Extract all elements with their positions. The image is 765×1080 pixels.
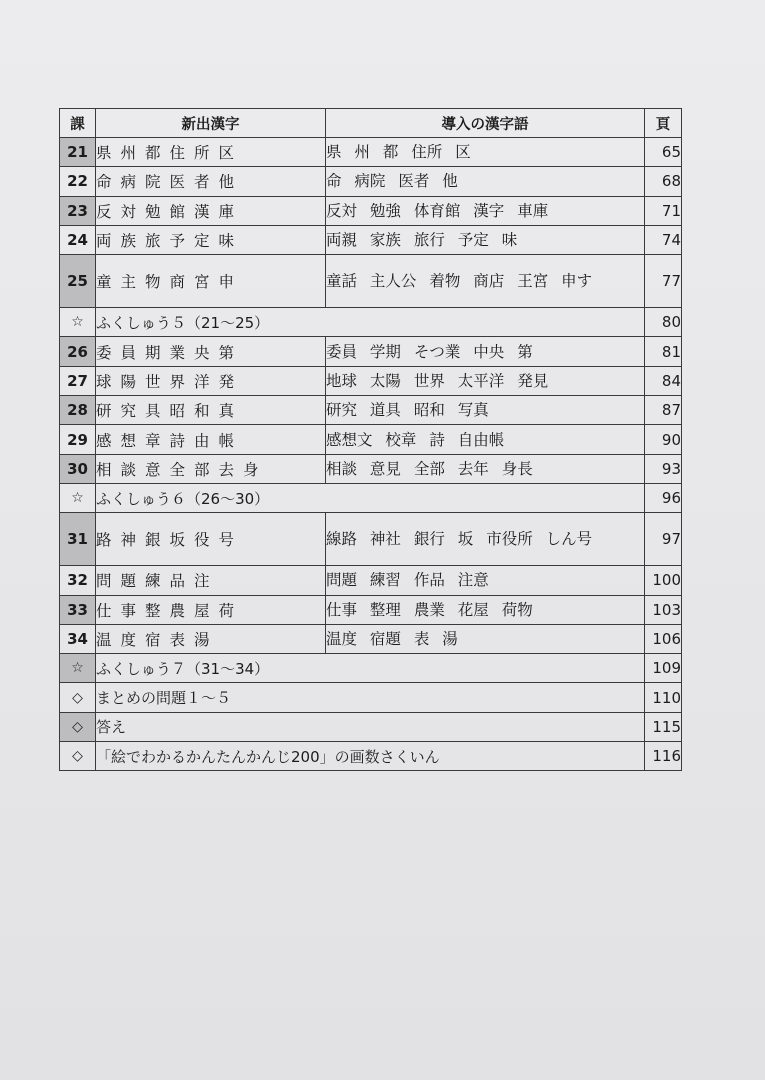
table-row <box>60 483 682 512</box>
table-of-contents <box>59 108 682 771</box>
page-number: 65 <box>645 138 682 167</box>
lesson-number: ◇ <box>60 712 96 741</box>
new-kanji-cell: 命病院医者他 <box>96 167 326 196</box>
page-number: 106 <box>645 624 682 653</box>
page-number: 77 <box>645 255 682 308</box>
new-kanji-cell: 仕事整農屋荷 <box>96 595 326 624</box>
table-row <box>60 138 682 167</box>
lesson-number: 25 <box>60 255 96 308</box>
new-kanji-cell: 温度宿表湯 <box>96 624 326 653</box>
lesson-number: 32 <box>60 566 96 595</box>
intro-words-cell: 仕事 整理 農業 花屋 荷物 <box>326 595 645 624</box>
intro-words-cell: 反対 勉強 体育館 漢字 車庫 <box>326 196 645 225</box>
table-row <box>60 513 682 566</box>
table-row <box>60 654 682 683</box>
page-number: 115 <box>645 712 682 741</box>
section-title: ふくしゅう５（21～25） <box>96 308 645 337</box>
intro-words-cell: 相談 意見 全部 去年 身長 <box>326 454 645 483</box>
table-row <box>60 366 682 395</box>
page-number: 81 <box>645 337 682 366</box>
table-row <box>60 712 682 741</box>
new-kanji-cell: 委員期業央第 <box>96 337 326 366</box>
lesson-number: 23 <box>60 196 96 225</box>
new-kanji-cell: 球陽世界洋発 <box>96 366 326 395</box>
lesson-number: 34 <box>60 624 96 653</box>
page-number: 71 <box>645 196 682 225</box>
table-row <box>60 196 682 225</box>
lesson-number: 22 <box>60 167 96 196</box>
page-number: 87 <box>645 396 682 425</box>
new-kanji-cell: 研究具昭和真 <box>96 396 326 425</box>
section-title: ふくしゅう７（31～34） <box>96 654 645 683</box>
intro-words-cell: 童話 主人公 着物 商店 王宮 申す <box>326 255 645 308</box>
lesson-number: ☆ <box>60 308 96 337</box>
page-number: 100 <box>645 566 682 595</box>
intro-words-cell: 県 州 都 住所 区 <box>326 138 645 167</box>
lesson-number: 31 <box>60 513 96 566</box>
new-kanji-cell: 両族旅予定味 <box>96 225 326 254</box>
new-kanji-cell: 県州都住所区 <box>96 138 326 167</box>
intro-words-cell: 両親 家族 旅行 予定 味 <box>326 225 645 254</box>
lesson-number: 27 <box>60 366 96 395</box>
page-number: 97 <box>645 513 682 566</box>
new-kanji-cell: 童主物商宮申 <box>96 255 326 308</box>
lesson-number: 24 <box>60 225 96 254</box>
table-row <box>60 396 682 425</box>
lesson-number: ◇ <box>60 683 96 712</box>
intro-words-cell: 感想文 校章 詩 自由帳 <box>326 425 645 454</box>
page-number: 96 <box>645 483 682 512</box>
intro-words-cell: 線路 神社 銀行 坂 市役所 しん号 <box>326 513 645 566</box>
table-row <box>60 624 682 653</box>
table-row <box>60 425 682 454</box>
new-kanji-cell: 相談意全部去身 <box>96 454 326 483</box>
table-row <box>60 337 682 366</box>
intro-words-cell: 命 病院 医者 他 <box>326 167 645 196</box>
new-kanji-cell: 問題練品注 <box>96 566 326 595</box>
lesson-number: 21 <box>60 138 96 167</box>
lesson-number: ☆ <box>60 654 96 683</box>
header-lesson: 課 <box>60 109 96 138</box>
lesson-number: 30 <box>60 454 96 483</box>
lesson-number: ◇ <box>60 742 96 771</box>
new-kanji-cell: 感想章詩由帳 <box>96 425 326 454</box>
new-kanji-cell: 反対勉館漢庫 <box>96 196 326 225</box>
intro-words-cell: 温度 宿題 表 湯 <box>326 624 645 653</box>
lesson-number: 33 <box>60 595 96 624</box>
section-title: 「絵でわかるかんたんかんじ200」の画数さくいん <box>96 742 645 771</box>
toc-body <box>60 138 682 771</box>
page-number: 84 <box>645 366 682 395</box>
intro-words-cell: 問題 練習 作品 注意 <box>326 566 645 595</box>
header-page: 頁 <box>645 109 682 138</box>
lesson-number: ☆ <box>60 483 96 512</box>
table-row <box>60 225 682 254</box>
page-number: 103 <box>645 595 682 624</box>
section-title: 答え <box>96 712 645 741</box>
section-title: ふくしゅう６（26～30） <box>96 483 645 512</box>
header-row <box>60 109 682 138</box>
table-row <box>60 683 682 712</box>
page-number: 110 <box>645 683 682 712</box>
section-title: まとめの問題１～５ <box>96 683 645 712</box>
header-intro-words: 導入の漢字語 <box>326 109 645 138</box>
page-number: 68 <box>645 167 682 196</box>
page-number: 80 <box>645 308 682 337</box>
lesson-number: 26 <box>60 337 96 366</box>
header-new-kanji: 新出漢字 <box>96 109 326 138</box>
page-number: 116 <box>645 742 682 771</box>
page-number: 90 <box>645 425 682 454</box>
table-row <box>60 167 682 196</box>
new-kanji-cell: 路神銀坂役号 <box>96 513 326 566</box>
page-number: 93 <box>645 454 682 483</box>
lesson-number: 28 <box>60 396 96 425</box>
page-number: 109 <box>645 654 682 683</box>
intro-words-cell: 研究 道具 昭和 写真 <box>326 396 645 425</box>
table-row <box>60 308 682 337</box>
table-row <box>60 742 682 771</box>
page-number: 74 <box>645 225 682 254</box>
intro-words-cell: 委員 学期 そつ業 中央 第 <box>326 337 645 366</box>
table-row <box>60 454 682 483</box>
table-row <box>60 255 682 308</box>
table-row <box>60 566 682 595</box>
lesson-number: 29 <box>60 425 96 454</box>
table-row <box>60 595 682 624</box>
intro-words-cell: 地球 太陽 世界 太平洋 発見 <box>326 366 645 395</box>
